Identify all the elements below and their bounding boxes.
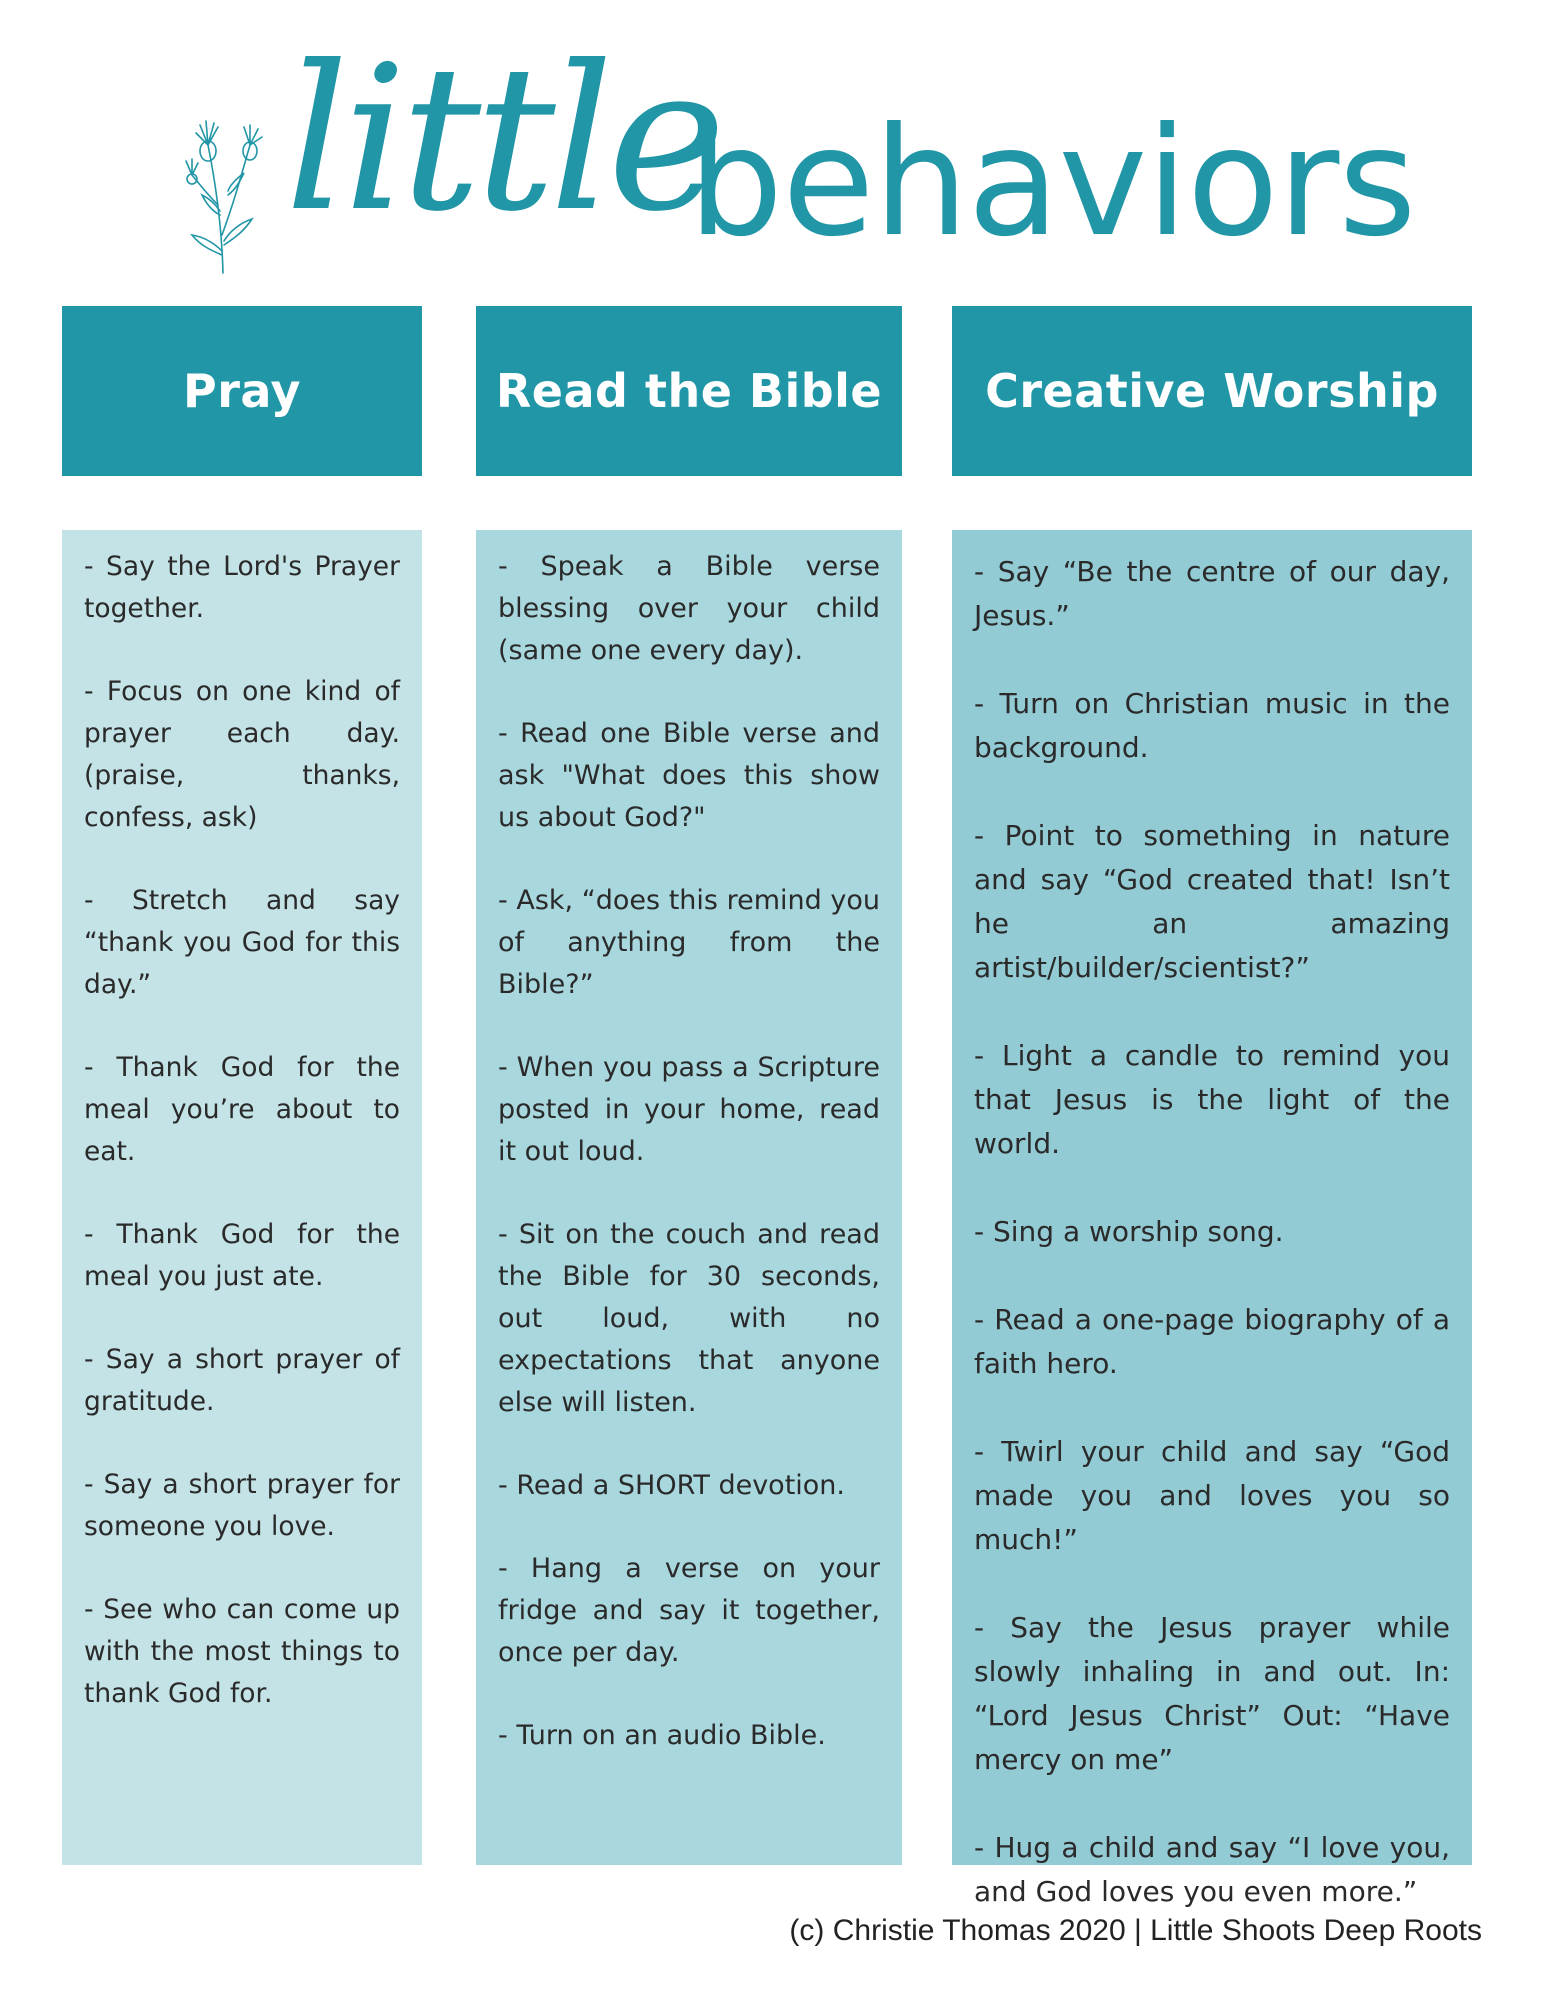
- list-item: - Thank God for the meal you just ate.: [84, 1219, 400, 1292]
- list-item: - Speak a Bible verse blessing over your child (same one every day).: [498, 551, 880, 666]
- list-item: - Ask, “does this remind you of anything from the Bible?”: [498, 885, 880, 1000]
- list-item: - Twirl your child and say “God made you and loves you so much!”: [974, 1435, 1450, 1556]
- list-item: - Focus on one kind of prayer each day. (praise, thanks, confess, ask): [84, 676, 400, 833]
- list-item: - Say “Be the centre of our day, Jesus.”: [974, 555, 1450, 632]
- list-item: - Stretch and say “thank you God for this day.”: [84, 885, 400, 1000]
- list-item: - Sing a worship song.: [974, 1215, 1284, 1248]
- list-item: - Say a short prayer for someone you love.: [84, 1469, 400, 1542]
- column-heading-creative-worship: Creative Worship: [952, 306, 1472, 476]
- column-list-pray: [62, 530, 422, 1865]
- page-header: [0, 0, 1545, 290]
- column-list-read-the-bible: [476, 530, 902, 1865]
- list-item: - Read a SHORT devotion.: [498, 1470, 845, 1501]
- copyright-footer: (c) Christie Thomas 2020 | Little Shoots Deep Roots: [789, 1914, 1482, 1947]
- column-heading-pray: Pray: [62, 306, 422, 476]
- column-list-creative-worship: [952, 530, 1472, 1908]
- list-item: - Read a one-page biography of a faith hero.: [974, 1303, 1450, 1380]
- list-item: - When you pass a Scripture posted in your home, read it out loud.: [498, 1052, 880, 1167]
- list-item: - Say the Lord's Prayer together.: [84, 551, 400, 624]
- list-item: - Sit on the couch and read the Bible for 30 seconds, out loud, with no expectations that anyone else will listen.: [498, 1219, 880, 1418]
- list-item: - Turn on an audio Bible.: [498, 1720, 826, 1751]
- column-heading-read-the-bible: Read the Bible: [476, 306, 902, 476]
- list-item: - Light a candle to remind you that Jesus is the light of the world.: [974, 1039, 1450, 1160]
- list-item: - Hang a verse on your fridge and say it together, once per day.: [498, 1553, 880, 1668]
- list-item: - See who can come up with the most things to thank God for.: [84, 1594, 400, 1709]
- page-title: behaviors: [688, 96, 1416, 270]
- list-item: - Say the Jesus prayer while slowly inhaling in and out. In: “Lord Jesus Christ” Out: “Have mercy on me”: [974, 1611, 1450, 1776]
- title-script-word: little: [285, 23, 720, 256]
- list-item: - Point to something in nature and say “God created that! Isn’t he an amazing artist/builder/scientist?”: [974, 819, 1450, 984]
- list-item: - Say a short prayer of gratitude.: [84, 1344, 400, 1417]
- thistle-flower-icon: [178, 85, 268, 275]
- list-item: - Turn on Christian music in the background.: [974, 687, 1450, 764]
- list-item: - Read one Bible verse and ask "What does this show us about God?": [498, 718, 880, 833]
- list-item: - Thank God for the meal you’re about to eat.: [84, 1052, 400, 1167]
- list-item: - Hug a child and say “I love you, and God loves you even more.”: [974, 1831, 1450, 1908]
